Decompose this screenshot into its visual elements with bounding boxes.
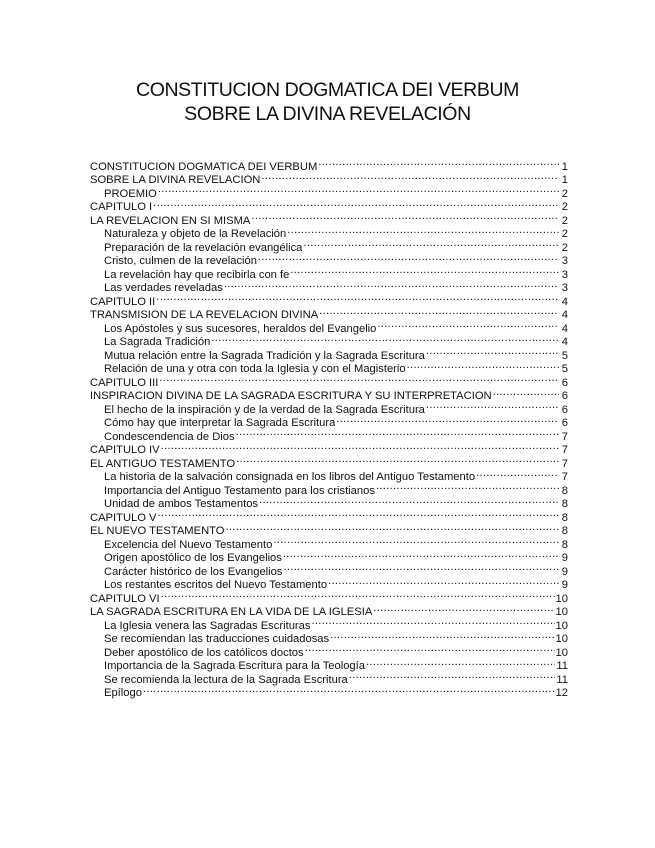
toc-entry-label: LA REVELACION EN SI MISMA <box>90 214 251 227</box>
toc-dot-leader <box>236 453 559 467</box>
toc-dot-leader <box>258 251 559 265</box>
toc-entry[interactable] <box>90 453 568 470</box>
toc-dot-leader <box>426 399 559 413</box>
title-line-1: CONSTITUCION DOGMATICA DEI VERBUM <box>136 79 519 101</box>
toc-entry-page-number: 10 <box>555 592 568 605</box>
toc-entry-label: CAPITULO IV <box>90 444 160 456</box>
toc-entry-label: CAPITULO VI <box>90 592 160 605</box>
toc-entry-page-number: 11 <box>556 660 568 672</box>
toc-entry-label: Condescendencia de Dios <box>104 430 235 443</box>
toc-dot-leader <box>225 521 559 535</box>
toc-entry-label: SOBRE LA DIVINA REVELACIÓN <box>90 174 261 186</box>
toc-entry-page-number: 4 <box>561 295 568 308</box>
toc-dot-leader <box>476 467 559 481</box>
toc-entry-page-number: 6 <box>561 390 568 402</box>
toc-entry-label: Importancia de la Sagrada Escritura para la Teología <box>104 660 365 672</box>
toc-dot-leader <box>273 534 559 548</box>
toc-dot-leader <box>303 237 559 251</box>
toc-entry-page-number: 6 <box>561 417 568 429</box>
toc-entry-label: Unidad de ambos Testamentos <box>104 498 259 510</box>
toc-entry[interactable] <box>90 305 568 319</box>
toc-entry-page-number: 2 <box>561 228 568 240</box>
toc-entry-label: La historia de la salvación consignada en los libros del Antiguo Testamento <box>104 471 476 483</box>
toc-entry-label: Cristo, culmen de la revelación <box>104 255 257 267</box>
toc-entry[interactable] <box>90 521 568 535</box>
toc-entry-page-number: 8 <box>561 525 568 537</box>
toc-entry-label: La Sagrada Tradición <box>104 336 211 348</box>
toc-dot-leader <box>224 278 559 292</box>
toc-entry-label: CAPITULO I <box>90 201 153 213</box>
toc-entry-page-number: 12 <box>555 687 568 699</box>
toc-entry[interactable] <box>90 588 568 605</box>
toc-entry[interactable] <box>90 507 568 524</box>
toc-entry-page-number: 6 <box>561 403 568 416</box>
toc-dot-leader <box>336 413 559 427</box>
toc-dot-leader <box>158 183 559 197</box>
toc-dot-leader <box>366 656 555 670</box>
toc-entry-page-number: 7 <box>561 430 568 443</box>
toc-dot-leader <box>251 210 559 224</box>
toc-entry-page-number: 3 <box>561 268 568 281</box>
toc-dot-leader <box>376 480 559 494</box>
toc-entry-label: INSPIRACION DIVINA DE LA SAGRADA ESCRITURA Y SU INTERPRETACION <box>90 390 492 402</box>
toc-dot-leader <box>143 683 555 697</box>
toc-entry-page-number: 5 <box>561 363 568 375</box>
toc-entry-page-number: 3 <box>561 255 568 267</box>
toc-entry-label: Deber apostólico de los católicos doctos <box>104 646 304 659</box>
toc-dot-leader <box>283 561 559 575</box>
toc-entry-label: LA SAGRADA ESCRITURA EN LA VIDA DE LA IGLESIA <box>90 606 373 618</box>
toc-entry-page-number: 4 <box>561 309 568 321</box>
toc-entry-page-number: 5 <box>561 349 568 362</box>
toc-entry[interactable] <box>90 210 568 227</box>
toc-dot-leader <box>305 642 555 656</box>
toc-entry-page-number: 7 <box>561 471 568 483</box>
toc-entry-label: Relación de una y otra con toda la Iglesia y con el Magisterio <box>104 363 406 375</box>
toc-entry-label: Preparación de la revelación evangélica <box>104 241 303 254</box>
toc-dot-leader <box>158 507 559 521</box>
toc-entry-page-number: 4 <box>561 322 568 335</box>
toc-entry-label: Se recomienda la lectura de la Sagrada Escritura <box>104 673 348 686</box>
toc-entry-label: Mutua relación entre la Sagrada Tradición y la Sagrada Escritura <box>104 349 425 362</box>
toc-entry-page-number: 8 <box>561 538 568 551</box>
toc-entry-page-number: 9 <box>561 579 568 591</box>
toc-entry-label: PROEMIO <box>104 187 157 200</box>
toc-entry-page-number: 7 <box>561 444 568 456</box>
toc-entry-page-number: 8 <box>561 498 568 510</box>
toc-dot-leader <box>311 615 554 629</box>
toc-entry-label: Los restantes escritos del Nuevo Testamento <box>104 579 328 591</box>
toc-entry-page-number: 2 <box>561 187 568 200</box>
toc-entry-page-number: 4 <box>561 336 568 348</box>
toc-dot-leader <box>283 548 559 562</box>
toc-entry-label: Los Apóstoles y sus sucesores, heraldos del Evangelio <box>104 322 377 335</box>
toc-dot-leader <box>330 629 554 643</box>
toc-dot-leader <box>318 156 559 170</box>
toc-dot-leader <box>373 602 554 616</box>
toc-dot-leader <box>328 575 559 589</box>
toc-dot-leader <box>236 426 559 440</box>
title-line-2: SOBRE LA DIVINA REVELACIÓN <box>184 103 471 125</box>
toc-entry-label: Origen apostólico de los Evangelios <box>104 552 282 564</box>
toc-dot-leader <box>261 170 559 184</box>
toc-entry-label: CAPITULO II <box>90 295 156 308</box>
toc-entry[interactable] <box>90 197 568 211</box>
toc-entry[interactable] <box>90 156 568 173</box>
toc-dot-leader <box>159 372 559 386</box>
toc-entry-page-number: 1 <box>561 160 568 173</box>
toc-entry-label: El hecho de la inspiración y de la verdad de la Sagrada Escritura <box>104 403 425 416</box>
toc-entry-page-number: 11 <box>556 673 568 686</box>
toc-entry-page-number: 9 <box>561 565 568 578</box>
toc-dot-leader <box>319 305 559 319</box>
toc-dot-leader <box>287 224 559 238</box>
toc-entry-page-number: 10 <box>555 633 568 645</box>
toc-dot-leader <box>377 318 559 332</box>
toc-entry-label: Las verdades reveladas <box>104 282 223 294</box>
toc-entry-label: Epílogo <box>104 687 142 699</box>
toc-entry-page-number: 8 <box>561 484 568 497</box>
toc-entry-label: La revelación hay que recibirla con fe <box>104 268 290 281</box>
toc-entry-page-number: 8 <box>561 511 568 524</box>
toc-entry-page-number: 6 <box>561 376 568 389</box>
toc-entry-label: Cómo hay que interpretar la Sagrada Escritura <box>104 417 336 429</box>
toc-entry[interactable] <box>90 440 568 454</box>
toc-dot-leader <box>161 588 555 602</box>
toc-entry-page-number: 9 <box>561 552 568 564</box>
toc-entry-label: EL NUEVO TESTAMENTO <box>90 525 225 537</box>
table-of-contents <box>90 156 568 699</box>
toc-dot-leader <box>290 264 559 278</box>
toc-entry-page-number: 2 <box>561 241 568 254</box>
toc-entry-page-number: 10 <box>555 606 568 618</box>
toc-entry-label: Se recomiendan las traducciones cuidadosas <box>104 633 330 645</box>
toc-dot-leader <box>153 197 559 211</box>
toc-dot-leader <box>426 345 559 359</box>
toc-entry-label: EL ANTIGUO TESTAMENTO <box>90 457 236 470</box>
toc-dot-leader <box>259 494 559 508</box>
toc-entry-page-number: 2 <box>561 201 568 213</box>
toc-entry-label: Carácter histórico de los Evangelios <box>104 565 283 578</box>
toc-entry-page-number: 10 <box>555 646 568 659</box>
toc-entry[interactable] <box>90 183 568 200</box>
toc-entry-label: Importancia del Antiguo Testamento para los cristianos <box>104 484 375 497</box>
toc-entry-label: CAPITULO III <box>90 376 159 389</box>
toc-entry[interactable] <box>90 386 568 400</box>
toc-dot-leader <box>493 386 559 400</box>
toc-entry-label: Excelencia del Nuevo Testamento <box>104 538 273 551</box>
document-title <box>0 78 655 126</box>
toc-entry-label: CONSTITUCION DOGMATICA DEI VERBUM <box>90 160 318 173</box>
toc-dot-leader <box>349 669 556 683</box>
toc-dot-leader <box>407 359 559 373</box>
toc-dot-leader <box>161 440 559 454</box>
toc-entry-page-number: 7 <box>561 457 568 470</box>
toc-entry-page-number: 10 <box>555 619 568 632</box>
toc-entry-page-number: 1 <box>561 174 568 186</box>
toc-entry-label: TRANSMISION DE LA REVELACION DIVINA <box>90 309 319 321</box>
toc-entry-label: La Iglesia venera las Sagradas Escrituras <box>104 619 311 632</box>
toc-entry[interactable] <box>90 291 568 308</box>
toc-entry-page-number: 3 <box>561 282 568 294</box>
toc-entry-page-number: 2 <box>561 214 568 227</box>
toc-dot-leader <box>211 332 559 346</box>
toc-entry-label: CAPITULO V <box>90 511 157 524</box>
toc-entry-label: Naturaleza y objeto de la Revelación <box>104 228 287 240</box>
toc-dot-leader <box>156 291 559 305</box>
toc-entry[interactable] <box>90 683 568 697</box>
toc-entry[interactable] <box>90 372 568 389</box>
toc-entry[interactable] <box>90 602 568 616</box>
